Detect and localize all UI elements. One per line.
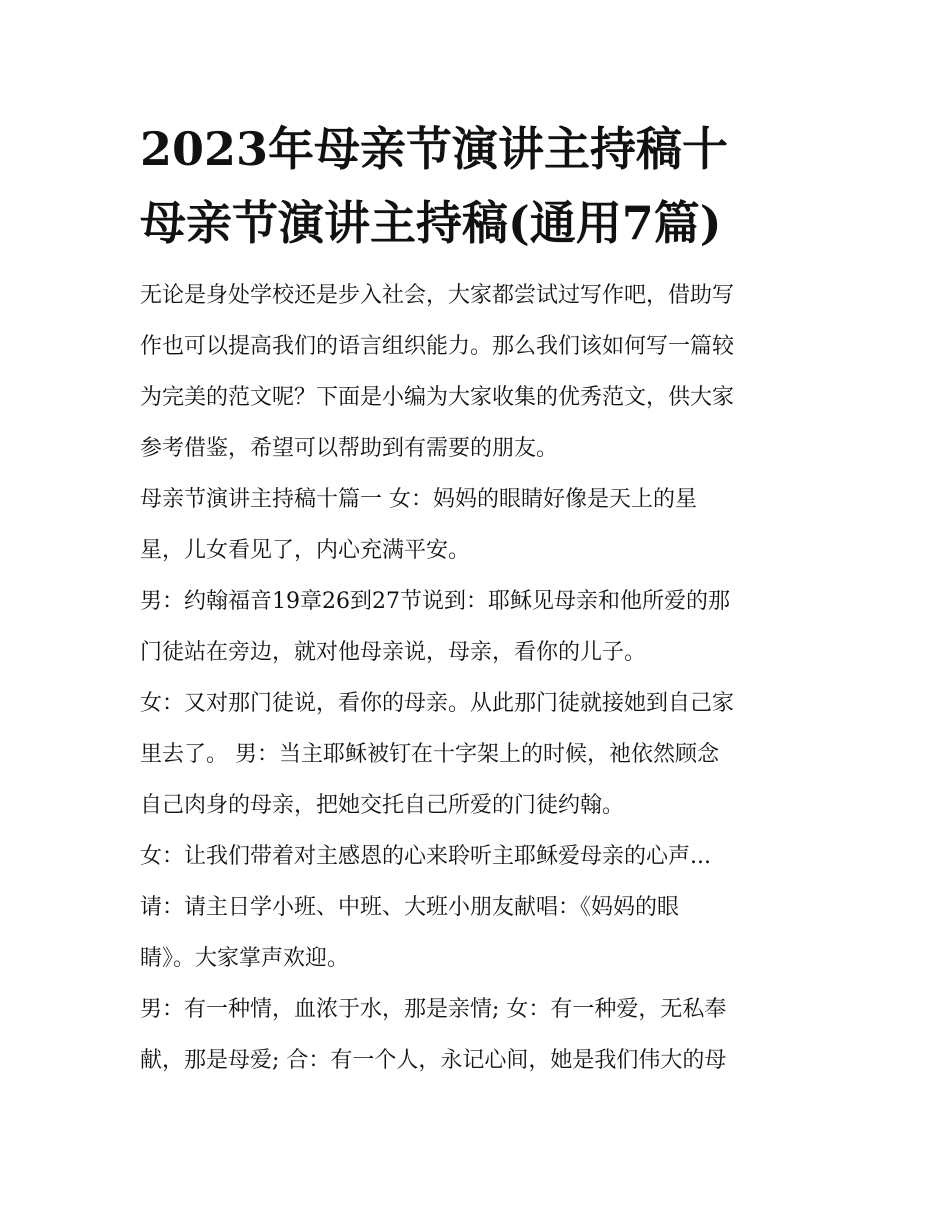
text-line: 参考借鉴，希望可以帮助到有需要的朋友。 bbox=[140, 436, 559, 461]
text-line: 女：让我们带着对主感恩的心来聆听主耶稣爱母亲的心声... bbox=[140, 844, 711, 869]
text-line: 睛》。大家掌声欢迎。 bbox=[140, 946, 350, 971]
text-line: 作也可以提高我们的语言组织能力。那么我们该如何写一篇较 bbox=[140, 334, 735, 359]
paragraph-3 bbox=[140, 678, 812, 831]
text-line: 女：又对那门徒说，看你的母亲。从此那门徒就接她到自己家 bbox=[140, 691, 735, 716]
text-line: 男：约翰福音19章26到27节说到：耶稣见母亲和他所爱的那 bbox=[140, 589, 730, 614]
document-body bbox=[140, 270, 812, 1086]
text-line: 男：有一种情，血浓于水，那是亲情; 女：有一种爱，无私奉 bbox=[140, 997, 727, 1022]
text-line: 自己肉身的母亲，把她交托自己所爱的门徒约翰。 bbox=[140, 793, 625, 818]
text-line: 请：请主日学小班、中班、大班小朋友献唱：《妈妈的眼 bbox=[140, 895, 680, 920]
text-line: 门徒站在旁边，就对他母亲说，母亲，看你的儿子。 bbox=[140, 640, 647, 665]
title-line-1: 2023年母亲节演讲主持稿十 bbox=[140, 122, 729, 176]
document-title bbox=[140, 112, 812, 260]
paragraph-4 bbox=[140, 831, 812, 882]
text-line: 里去了。 男：当主耶稣被钉在十字架上的时候，祂依然顾念 bbox=[140, 742, 719, 767]
document-page bbox=[140, 112, 812, 1086]
text-line: 星，儿女看见了，内心充满平安。 bbox=[140, 538, 471, 563]
title-line-2: 母亲节演讲主持稿(通用7篇) bbox=[140, 196, 722, 250]
paragraph-5 bbox=[140, 882, 812, 984]
paragraph-2 bbox=[140, 576, 812, 678]
text-line: 献，那是母爱; 合：有一个人，永记心间，她是我们伟大的母 bbox=[140, 1048, 727, 1073]
paragraph-intro bbox=[140, 270, 812, 474]
text-line: 母亲节演讲主持稿十篇一 女：妈妈的眼睛好像是天上的星 bbox=[140, 487, 697, 512]
text-line: 为完美的范文呢？下面是小编为大家收集的优秀范文，供大家 bbox=[140, 385, 735, 410]
paragraph-6 bbox=[140, 984, 812, 1086]
paragraph-1 bbox=[140, 474, 812, 576]
text-line: 无论是身处学校还是步入社会，大家都尝试过写作吧，借助写 bbox=[140, 283, 735, 308]
